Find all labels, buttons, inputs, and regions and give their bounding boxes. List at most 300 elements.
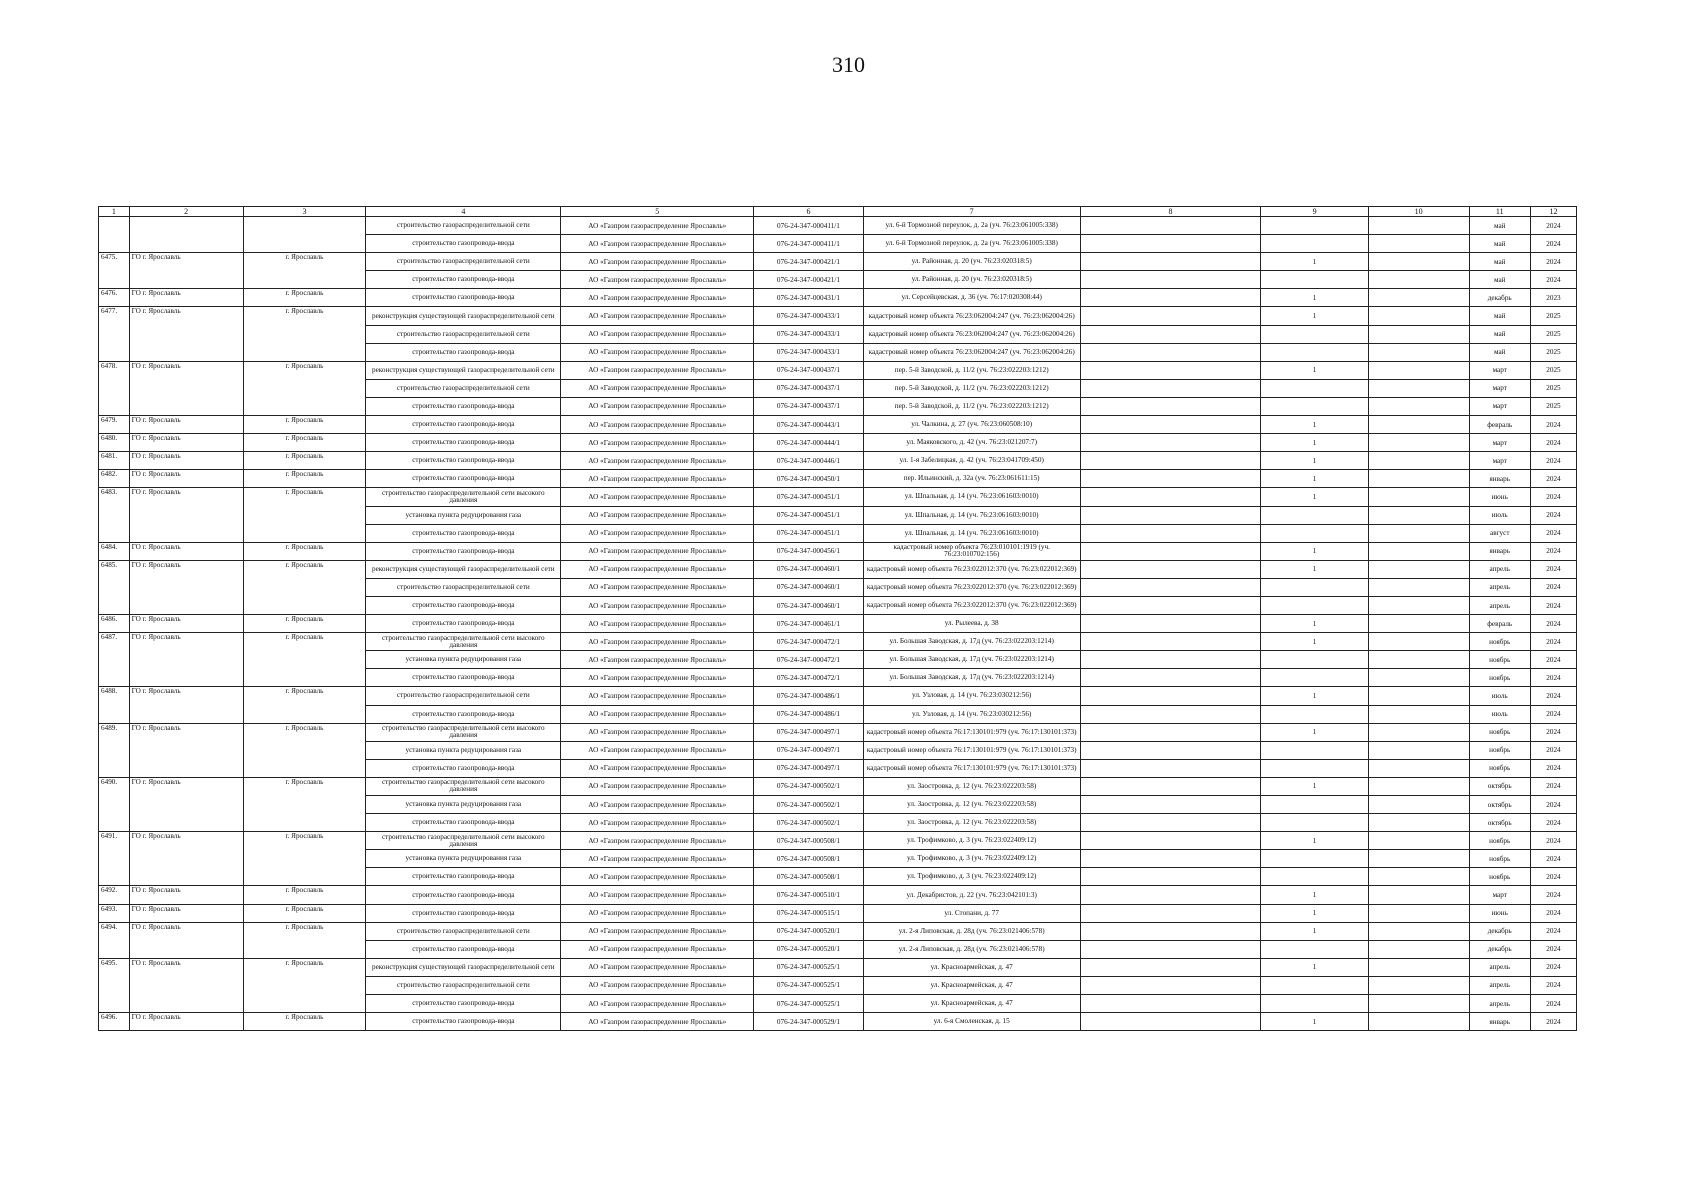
year-cell: 2024: [1530, 560, 1576, 578]
column-9-cell: 1: [1261, 253, 1368, 271]
organization-cell: АО «Газпром газораспределение Ярославль»: [561, 235, 754, 253]
column-8-cell: [1080, 452, 1261, 470]
column-8-cell: [1080, 560, 1261, 578]
column-10-cell: [1368, 633, 1469, 651]
work-type-cell: строительство газопровода-ввода: [366, 615, 561, 633]
month-cell: ноябрь: [1469, 868, 1530, 886]
column-header: 8: [1080, 207, 1261, 217]
column-10-cell: [1368, 416, 1469, 434]
address-cell: ул. Заостровка, д. 12 (уч. 76:23:022203:58): [863, 777, 1080, 795]
month-cell: декабрь: [1469, 940, 1530, 958]
table-row: [99, 452, 1577, 470]
work-type-cell: строительство газораспределительной сети высокого давления: [366, 633, 561, 651]
locality-cell: г. Ярославль: [243, 958, 366, 1012]
organization-cell: АО «Газпром газораспределение Ярославль»: [561, 217, 754, 235]
column-9-cell: [1261, 651, 1368, 669]
work-type-cell: строительство газопровода-ввода: [366, 289, 561, 307]
address-cell: ул. Красноармейская, д. 47: [863, 976, 1080, 994]
column-10-cell: [1368, 379, 1469, 397]
column-9-cell: 1: [1261, 488, 1368, 506]
work-type-cell: реконструкция существующей газораспределительной сети: [366, 560, 561, 578]
column-header: 1: [99, 207, 130, 217]
organization-cell: АО «Газпром газораспределение Ярославль»: [561, 434, 754, 452]
work-type-cell: строительство газопровода-ввода: [366, 470, 561, 488]
application-id-cell: 076-24-347-000431/1: [754, 289, 864, 307]
month-cell: май: [1469, 307, 1530, 325]
year-cell: 2024: [1530, 452, 1576, 470]
organization-cell: АО «Газпром газораспределение Ярославль»: [561, 542, 754, 560]
year-cell: 2024: [1530, 741, 1576, 759]
application-id-cell: 076-24-347-000520/1: [754, 922, 864, 940]
address-cell: ул. Шпальная, д. 14 (уч. 76:23:061603:0010): [863, 524, 1080, 542]
column-8-cell: [1080, 633, 1261, 651]
table-row: [99, 560, 1577, 578]
column-9-cell: [1261, 741, 1368, 759]
row-number-cell: 6475.: [99, 253, 130, 289]
column-8-cell: [1080, 506, 1261, 524]
municipality-cell: ГО г. Ярославль: [129, 434, 243, 452]
address-cell: ул. Трофимково, д. 3 (уч. 76:23:022409:12): [863, 868, 1080, 886]
column-8-cell: [1080, 379, 1261, 397]
work-type-cell: строительство газопровода-ввода: [366, 235, 561, 253]
month-cell: апрель: [1469, 958, 1530, 976]
year-cell: 2024: [1530, 904, 1576, 922]
municipality-cell: ГО г. Ярославль: [129, 253, 243, 289]
table-row: [99, 361, 1577, 379]
column-8-cell: [1080, 578, 1261, 596]
address-cell: пер. Ильинский, д. 32а (уч. 76:23:061611:15): [863, 470, 1080, 488]
year-cell: 2024: [1530, 651, 1576, 669]
work-type-cell: строительство газораспределительной сети: [366, 379, 561, 397]
column-8-cell: [1080, 488, 1261, 506]
application-id-cell: 076-24-347-000444/1: [754, 434, 864, 452]
work-type-cell: строительство газораспределительной сети: [366, 253, 561, 271]
column-9-cell: 1: [1261, 289, 1368, 307]
address-cell: кадастровый номер объекта 76:23:062004:247 (уч. 76:23:062004:26): [863, 343, 1080, 361]
address-cell: ул. 1-я Забелицкая, д. 42 (уч. 76:23:041709:450): [863, 452, 1080, 470]
work-type-cell: установка пункта редуцирования газа: [366, 796, 561, 814]
work-type-cell: установка пункта редуцирования газа: [366, 850, 561, 868]
column-9-cell: [1261, 850, 1368, 868]
work-type-cell: установка пункта редуцирования газа: [366, 651, 561, 669]
organization-cell: АО «Газпром газораспределение Ярославль»: [561, 777, 754, 795]
application-id-cell: 076-24-347-000472/1: [754, 633, 864, 651]
work-type-cell: строительство газопровода-ввода: [366, 669, 561, 687]
year-cell: 2024: [1530, 488, 1576, 506]
application-id-cell: 076-24-347-000456/1: [754, 542, 864, 560]
column-9-cell: [1261, 506, 1368, 524]
column-8-cell: [1080, 434, 1261, 452]
year-cell: 2024: [1530, 596, 1576, 614]
work-type-cell: строительство газораспределительной сети высокого давления: [366, 777, 561, 795]
column-8-cell: [1080, 325, 1261, 343]
row-number-cell: 6489.: [99, 723, 130, 777]
table-row: [99, 615, 1577, 633]
work-type-cell: строительство газораспределительной сети высокого давления: [366, 723, 561, 741]
locality-cell: г. Ярославль: [243, 542, 366, 560]
column-10-cell: [1368, 958, 1469, 976]
column-header: 5: [561, 207, 754, 217]
locality-cell: г. Ярославль: [243, 886, 366, 904]
year-cell: 2024: [1530, 995, 1576, 1013]
column-9-cell: [1261, 343, 1368, 361]
application-id-cell: 076-24-347-000497/1: [754, 723, 864, 741]
month-cell: май: [1469, 217, 1530, 235]
address-cell: ул. Шпальная, д. 14 (уч. 76:23:061603:0010): [863, 488, 1080, 506]
month-cell: декабрь: [1469, 289, 1530, 307]
month-cell: ноябрь: [1469, 741, 1530, 759]
month-cell: май: [1469, 325, 1530, 343]
application-id-cell: 076-24-347-000451/1: [754, 488, 864, 506]
organization-cell: АО «Газпром газораспределение Ярославль»: [561, 705, 754, 723]
column-10-cell: [1368, 361, 1469, 379]
locality-cell: г. Ярославль: [243, 470, 366, 488]
municipality-cell: ГО г. Ярославль: [129, 886, 243, 904]
column-8-cell: [1080, 524, 1261, 542]
column-8-cell: [1080, 940, 1261, 958]
month-cell: ноябрь: [1469, 723, 1530, 741]
year-cell: 2024: [1530, 868, 1576, 886]
column-10-cell: [1368, 506, 1469, 524]
column-8-cell: [1080, 958, 1261, 976]
column-8-cell: [1080, 651, 1261, 669]
year-cell: 2024: [1530, 615, 1576, 633]
table-row: [99, 307, 1577, 325]
work-type-cell: строительство газопровода-ввода: [366, 868, 561, 886]
year-cell: 2024: [1530, 271, 1576, 289]
year-cell: 2024: [1530, 976, 1576, 994]
application-id-cell: 076-24-347-000508/1: [754, 868, 864, 886]
address-cell: ул. Заостровка, д. 12 (уч. 76:23:022203:58): [863, 814, 1080, 832]
municipality-cell: ГО г. Ярославль: [129, 777, 243, 831]
column-10-cell: [1368, 615, 1469, 633]
organization-cell: АО «Газпром газораспределение Ярославль»: [561, 325, 754, 343]
row-number-cell: 6487.: [99, 633, 130, 687]
year-cell: 2024: [1530, 796, 1576, 814]
column-10-cell: [1368, 253, 1469, 271]
month-cell: июль: [1469, 506, 1530, 524]
year-cell: 2025: [1530, 307, 1576, 325]
locality-cell: г. Ярославль: [243, 777, 366, 831]
column-9-cell: [1261, 217, 1368, 235]
column-10-cell: [1368, 995, 1469, 1013]
column-10-cell: [1368, 217, 1469, 235]
organization-cell: АО «Газпром газораспределение Ярославль»: [561, 687, 754, 705]
column-9-cell: [1261, 868, 1368, 886]
row-number-cell: 6494.: [99, 922, 130, 958]
address-cell: ул. Шпальная, д. 14 (уч. 76:23:061603:0010): [863, 506, 1080, 524]
municipality-cell: ГО г. Ярославль: [129, 542, 243, 560]
column-10-cell: [1368, 976, 1469, 994]
organization-cell: АО «Газпром газораспределение Ярославль»: [561, 289, 754, 307]
application-id-cell: 076-24-347-000421/1: [754, 253, 864, 271]
locality-cell: г. Ярославль: [243, 560, 366, 614]
organization-cell: АО «Газпром газораспределение Ярославль»: [561, 506, 754, 524]
month-cell: март: [1469, 886, 1530, 904]
column-8-cell: [1080, 777, 1261, 795]
column-header: 4: [366, 207, 561, 217]
table-row: [99, 777, 1577, 795]
address-cell: кадастровый номер объекта 76:23:010101:1919 (уч. 76:23:010702:156): [863, 542, 1080, 560]
year-cell: 2024: [1530, 759, 1576, 777]
application-id-cell: 076-24-347-000461/1: [754, 615, 864, 633]
row-number-cell: 6493.: [99, 904, 130, 922]
column-10-cell: [1368, 651, 1469, 669]
month-cell: март: [1469, 361, 1530, 379]
row-number-cell: 6477.: [99, 307, 130, 361]
application-id-cell: 076-24-347-000497/1: [754, 759, 864, 777]
address-cell: ул. Заостровка, д. 12 (уч. 76:23:022203:58): [863, 796, 1080, 814]
column-9-cell: [1261, 578, 1368, 596]
locality-cell: г. Ярославль: [243, 904, 366, 922]
work-type-cell: строительство газораспределительной сети: [366, 922, 561, 940]
address-cell: ул. Чалкина, д. 27 (уч. 76:23:060508:10): [863, 416, 1080, 434]
month-cell: ноябрь: [1469, 759, 1530, 777]
row-number-cell: 6488.: [99, 687, 130, 723]
column-10-cell: [1368, 488, 1469, 506]
year-cell: 2024: [1530, 253, 1576, 271]
row-number-cell: 6483.: [99, 488, 130, 542]
column-9-cell: 1: [1261, 633, 1368, 651]
row-number-cell: 6491.: [99, 832, 130, 886]
month-cell: ноябрь: [1469, 850, 1530, 868]
application-id-cell: 076-24-347-000437/1: [754, 397, 864, 415]
address-cell: ул. Узловая, д. 14 (уч. 76:23:030212:56): [863, 687, 1080, 705]
row-number-cell: 6481.: [99, 452, 130, 470]
work-type-cell: строительство газопровода-ввода: [366, 596, 561, 614]
locality-cell: г. Ярославль: [243, 687, 366, 723]
organization-cell: АО «Газпром газораспределение Ярославль»: [561, 958, 754, 976]
address-cell: ул. 6-й Тормозной переулок, д. 2а (уч. 76:23:061005:338): [863, 217, 1080, 235]
table-row: [99, 886, 1577, 904]
column-header: 9: [1261, 207, 1368, 217]
column-10-cell: [1368, 596, 1469, 614]
column-9-cell: 1: [1261, 361, 1368, 379]
application-id-cell: 076-24-347-000486/1: [754, 705, 864, 723]
column-10-cell: [1368, 940, 1469, 958]
application-id-cell: 076-24-347-000421/1: [754, 271, 864, 289]
column-8-cell: [1080, 796, 1261, 814]
address-cell: ул. Трофимково, д. 3 (уч. 76:23:022409:12): [863, 850, 1080, 868]
work-type-cell: строительство газопровода-ввода: [366, 397, 561, 415]
application-id-cell: 076-24-347-000460/1: [754, 560, 864, 578]
locality-cell: г. Ярославль: [243, 452, 366, 470]
month-cell: июль: [1469, 705, 1530, 723]
column-10-cell: [1368, 687, 1469, 705]
month-cell: февраль: [1469, 615, 1530, 633]
work-type-cell: строительство газопровода-ввода: [366, 759, 561, 777]
column-9-cell: 1: [1261, 470, 1368, 488]
month-cell: апрель: [1469, 596, 1530, 614]
table-row: [99, 488, 1577, 506]
address-cell: кадастровый номер объекта 76:23:022012:370 (уч. 76:23:022012:369): [863, 596, 1080, 614]
column-10-cell: [1368, 470, 1469, 488]
address-cell: кадастровый номер объекта 76:23:022012:370 (уч. 76:23:022012:369): [863, 560, 1080, 578]
table-body: [99, 217, 1577, 1031]
month-cell: апрель: [1469, 995, 1530, 1013]
year-cell: 2024: [1530, 524, 1576, 542]
organization-cell: АО «Газпром газораспределение Ярославль»: [561, 452, 754, 470]
work-type-cell: строительство газораспределительной сети высокого давления: [366, 488, 561, 506]
column-8-cell: [1080, 235, 1261, 253]
row-number-cell: [99, 217, 130, 253]
organization-cell: АО «Газпром газораспределение Ярославль»: [561, 759, 754, 777]
organization-cell: АО «Газпром газораспределение Ярославль»: [561, 307, 754, 325]
row-number-cell: 6479.: [99, 416, 130, 434]
year-cell: 2024: [1530, 542, 1576, 560]
column-10-cell: [1368, 307, 1469, 325]
work-type-cell: строительство газопровода-ввода: [366, 343, 561, 361]
column-8-cell: [1080, 759, 1261, 777]
address-cell: ул. Красноармейская, д. 47: [863, 995, 1080, 1013]
row-number-cell: 6486.: [99, 615, 130, 633]
address-cell: ул. Стопани, д. 77: [863, 904, 1080, 922]
row-number-cell: 6478.: [99, 361, 130, 415]
application-id-cell: 076-24-347-000529/1: [754, 1013, 864, 1031]
municipality-cell: ГО г. Ярославль: [129, 633, 243, 687]
column-10-cell: [1368, 452, 1469, 470]
year-cell: 2024: [1530, 814, 1576, 832]
column-9-cell: 1: [1261, 615, 1368, 633]
locality-cell: г. Ярославль: [243, 922, 366, 958]
organization-cell: АО «Газпром газораспределение Ярославль»: [561, 524, 754, 542]
month-cell: февраль: [1469, 416, 1530, 434]
page-number: 310: [832, 52, 865, 77]
table-row: [99, 289, 1577, 307]
column-10-cell: [1368, 578, 1469, 596]
municipality-cell: ГО г. Ярославль: [129, 452, 243, 470]
application-id-cell: 076-24-347-000451/1: [754, 524, 864, 542]
month-cell: январь: [1469, 470, 1530, 488]
year-cell: 2024: [1530, 777, 1576, 795]
column-9-cell: 1: [1261, 560, 1368, 578]
table-row: [99, 253, 1577, 271]
work-type-cell: строительство газораспределительной сети: [366, 325, 561, 343]
year-cell: 2024: [1530, 506, 1576, 524]
column-10-cell: [1368, 434, 1469, 452]
column-8-cell: [1080, 669, 1261, 687]
row-number-cell: 6484.: [99, 542, 130, 560]
year-cell: 2024: [1530, 723, 1576, 741]
work-type-cell: строительство газораспределительной сети: [366, 578, 561, 596]
municipality-cell: ГО г. Ярославль: [129, 560, 243, 614]
column-8-cell: [1080, 253, 1261, 271]
column-9-cell: 1: [1261, 307, 1368, 325]
month-cell: май: [1469, 271, 1530, 289]
work-type-cell: строительство газопровода-ввода: [366, 416, 561, 434]
month-cell: март: [1469, 397, 1530, 415]
organization-cell: АО «Газпром газораспределение Ярославль»: [561, 397, 754, 415]
application-id-cell: 076-24-347-000460/1: [754, 578, 864, 596]
column-header: 12: [1530, 207, 1576, 217]
application-id-cell: 076-24-347-000525/1: [754, 958, 864, 976]
column-10-cell: [1368, 560, 1469, 578]
month-cell: ноябрь: [1469, 633, 1530, 651]
column-8-cell: [1080, 705, 1261, 723]
application-id-cell: 076-24-347-000497/1: [754, 741, 864, 759]
address-cell: кадастровый номер объекта 76:17:130101:979 (уч. 76:17:130101:373): [863, 723, 1080, 741]
month-cell: май: [1469, 253, 1530, 271]
column-8-cell: [1080, 850, 1261, 868]
work-type-cell: строительство газораспределительной сети: [366, 217, 561, 235]
organization-cell: АО «Газпром газораспределение Ярославль»: [561, 976, 754, 994]
organization-cell: АО «Газпром газораспределение Ярославль»: [561, 271, 754, 289]
table-row: [99, 542, 1577, 560]
column-8-cell: [1080, 904, 1261, 922]
column-9-cell: [1261, 976, 1368, 994]
month-cell: август: [1469, 524, 1530, 542]
table-row: [99, 416, 1577, 434]
column-9-cell: 1: [1261, 1013, 1368, 1031]
application-id-cell: 076-24-347-000433/1: [754, 325, 864, 343]
column-10-cell: [1368, 777, 1469, 795]
address-cell: ул. Красноармейская, д. 47: [863, 958, 1080, 976]
row-number-cell: 6480.: [99, 434, 130, 452]
application-id-cell: 076-24-347-000437/1: [754, 361, 864, 379]
work-type-cell: строительство газопровода-ввода: [366, 434, 561, 452]
column-header: 11: [1469, 207, 1530, 217]
column-10-cell: [1368, 1013, 1469, 1031]
column-9-cell: 1: [1261, 922, 1368, 940]
work-type-cell: строительство газопровода-ввода: [366, 524, 561, 542]
year-cell: 2025: [1530, 361, 1576, 379]
address-cell: кадастровый номер объекта 76:23:022012:370 (уч. 76:23:022012:369): [863, 578, 1080, 596]
column-header: 2: [129, 207, 243, 217]
locality-cell: г. Ярославль: [243, 416, 366, 434]
year-cell: 2025: [1530, 397, 1576, 415]
month-cell: май: [1469, 343, 1530, 361]
column-9-cell: [1261, 940, 1368, 958]
column-8-cell: [1080, 271, 1261, 289]
locality-cell: [243, 217, 366, 253]
month-cell: март: [1469, 379, 1530, 397]
organization-cell: АО «Газпром газораспределение Ярославль»: [561, 922, 754, 940]
organization-cell: АО «Газпром газораспределение Ярославль»: [561, 560, 754, 578]
column-header: 10: [1368, 207, 1469, 217]
locality-cell: г. Ярославль: [243, 723, 366, 777]
column-10-cell: [1368, 723, 1469, 741]
work-type-cell: строительство газораспределительной сети: [366, 687, 561, 705]
month-cell: май: [1469, 235, 1530, 253]
application-id-cell: 076-24-347-000525/1: [754, 995, 864, 1013]
year-cell: 2024: [1530, 633, 1576, 651]
month-cell: октябрь: [1469, 814, 1530, 832]
column-10-cell: [1368, 886, 1469, 904]
column-9-cell: 1: [1261, 434, 1368, 452]
organization-cell: АО «Газпром газораспределение Ярославль»: [561, 361, 754, 379]
address-cell: пер. 5-й Заводской, д. 11/2 (уч. 76:23:022203:1212): [863, 379, 1080, 397]
column-10-cell: [1368, 235, 1469, 253]
application-id-cell: 076-24-347-000443/1: [754, 416, 864, 434]
address-cell: ул. Большая Заводская, д. 17д (уч. 76:23:022203:1214): [863, 651, 1080, 669]
column-9-cell: 1: [1261, 904, 1368, 922]
application-id-cell: 076-24-347-000472/1: [754, 669, 864, 687]
column-8-cell: [1080, 289, 1261, 307]
address-cell: ул. Большая Заводская, д. 17д (уч. 76:23:022203:1214): [863, 669, 1080, 687]
column-9-cell: [1261, 596, 1368, 614]
column-10-cell: [1368, 542, 1469, 560]
year-cell: 2024: [1530, 470, 1576, 488]
year-cell: 2025: [1530, 325, 1576, 343]
organization-cell: АО «Газпром газораспределение Ярославль»: [561, 615, 754, 633]
column-10-cell: [1368, 705, 1469, 723]
organization-cell: АО «Газпром газораспределение Ярославль»: [561, 850, 754, 868]
month-cell: июнь: [1469, 488, 1530, 506]
application-id-cell: 076-24-347-000472/1: [754, 651, 864, 669]
address-cell: ул. 2-я Липовская, д. 28д (уч. 76:23:021406:578): [863, 940, 1080, 958]
year-cell: 2024: [1530, 886, 1576, 904]
year-cell: 2025: [1530, 379, 1576, 397]
